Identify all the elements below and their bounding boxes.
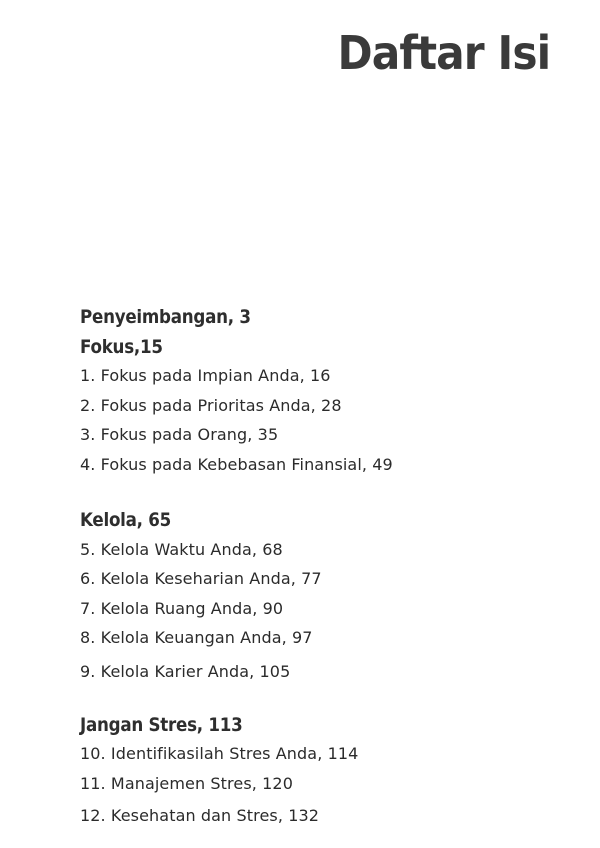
toc-item: 12. Kesehatan dan Stres, 132 [80, 806, 320, 825]
toc-heading-kelola: Kelola, 65 [80, 509, 172, 531]
toc-heading-penyeimbangan: Penyeimbangan, 3 [80, 306, 251, 328]
toc-item: 3. Fokus pada Orang, 35 [80, 425, 279, 444]
toc-item: 4. Fokus pada Kebebasan Finansial, 49 [80, 455, 393, 474]
toc-item: 9. Kelola Karier Anda, 105 [80, 662, 291, 681]
toc-item: 1. Fokus pada Impian Anda, 16 [80, 366, 331, 385]
toc-heading-fokus: Fokus,15 [80, 336, 163, 358]
toc-item: 5. Kelola Waktu Anda, 68 [80, 540, 283, 559]
toc-item: 11. Manajemen Stres, 120 [80, 774, 293, 793]
toc-item: 7. Kelola Ruang Anda, 90 [80, 599, 284, 618]
toc-item: 10. Identifikasilah Stres Anda, 114 [80, 744, 359, 763]
toc-item: 2. Fokus pada Prioritas Anda, 28 [80, 396, 342, 415]
toc-heading-jangan-stres: Jangan Stres, 113 [80, 714, 243, 736]
toc-item: 8. Kelola Keuangan Anda, 97 [80, 628, 313, 647]
toc-item: 6. Kelola Keseharian Anda, 77 [80, 569, 322, 588]
page-title: Daftar Isi [337, 26, 550, 80]
